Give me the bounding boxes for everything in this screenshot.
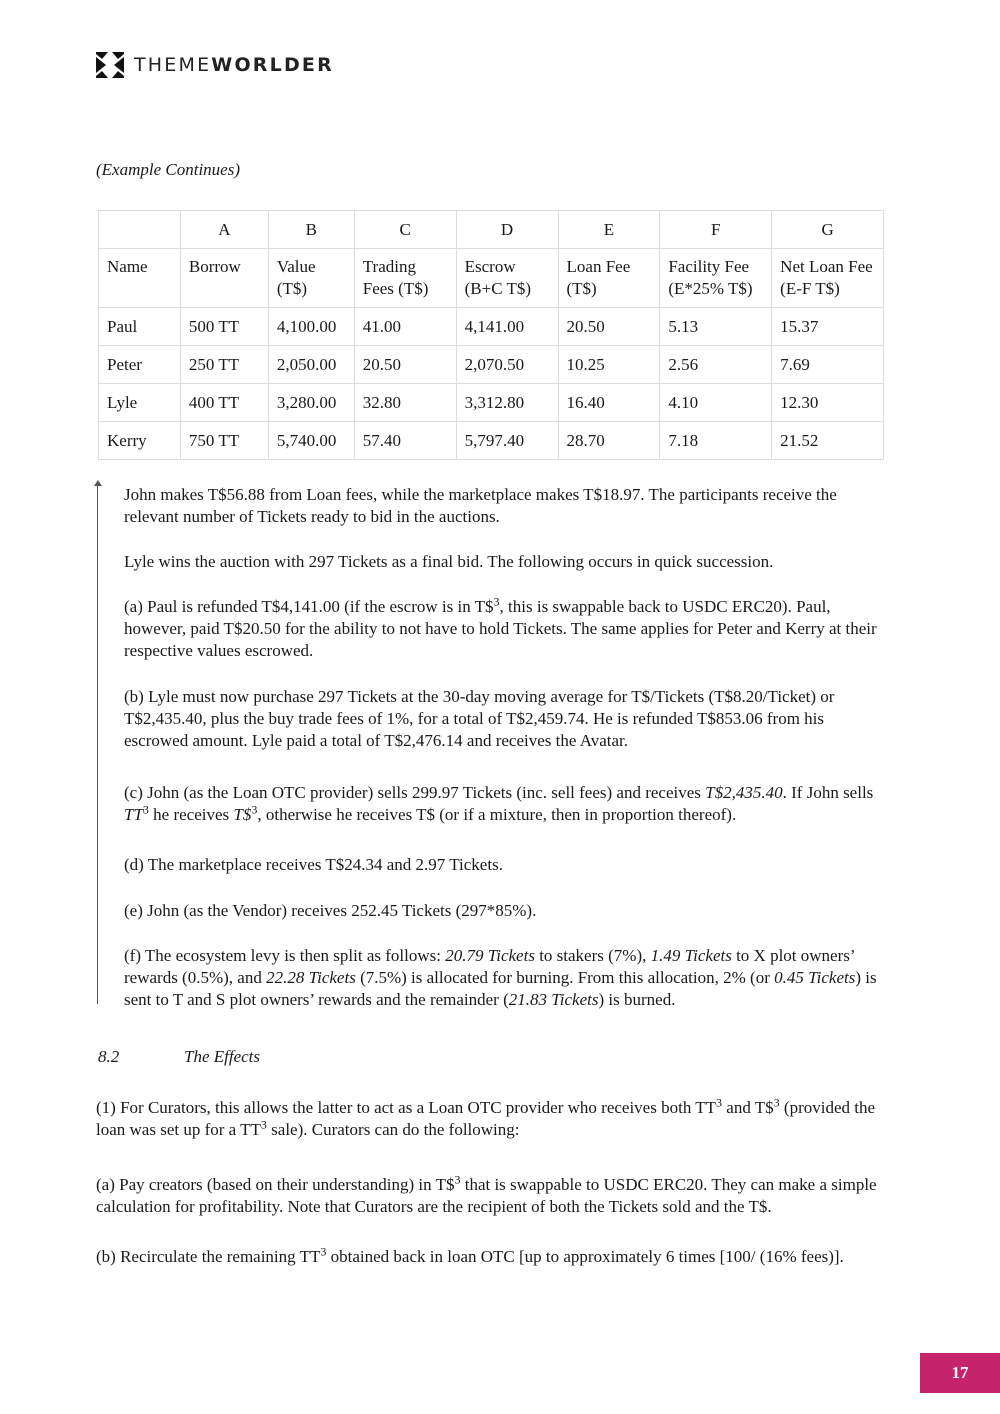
table-row	[99, 308, 884, 346]
quote-paragraph: (c) John (as the Loan OTC provider) sells 299.97 Tickets (inc. sell fees) and receives T$2,435.40. If John sells $TT^3$ he receives T\$$^3$, otherwise he receives T$ (or if a mixture, then in proportion thereof).	[124, 783, 874, 824]
table-cell: Lyle	[99, 384, 181, 422]
table-cell: 2,070.50	[456, 346, 558, 384]
table-cell: 16.40	[558, 384, 660, 422]
logo-wordmark	[134, 54, 334, 76]
page-number-badge: 17	[920, 1353, 1000, 1393]
themeworlder-logo-icon	[96, 52, 124, 78]
table-cell: Paul	[99, 308, 181, 346]
loan-fees-table	[98, 210, 884, 460]
table-cell: 10.25	[558, 346, 660, 384]
table-cell: 5,797.40	[456, 422, 558, 460]
section-title: The Effects	[184, 1047, 261, 1066]
table-header-cell: Value (T$)	[268, 249, 354, 308]
table-header-cell: Net Loan Fee (E-F T$)	[772, 249, 884, 308]
brand-logo	[96, 52, 334, 78]
quote-paragraph: John makes T$56.88 from Loan fees, while the marketplace makes T$18.97. The participants receive the relevant number of Tickets ready to bid in the auctions.	[124, 485, 837, 526]
table-row	[99, 384, 884, 422]
table-cell: 4,141.00	[456, 308, 558, 346]
table-cell: 4.10	[660, 384, 772, 422]
table-cell	[99, 211, 181, 249]
table-header-row	[99, 249, 884, 308]
table-cell: 4,100.00	[268, 308, 354, 346]
table-cell: 5,740.00	[268, 422, 354, 460]
table-header-cell: Facility Fee (E*25% T$)	[660, 249, 772, 308]
body-paragraph: (a) Pay creators (based on their understanding) in T\$$^3$ that is swappable to USDC ERC20. They can make a simple calculation for profitability. Note that Curators are the recipient of both the Tickets sold and the T$.	[96, 1172, 877, 1216]
table-header-cell: Trading Fees (T$)	[354, 249, 456, 308]
table-cell: 7.69	[772, 346, 884, 384]
table-cell: 32.80	[354, 384, 456, 422]
table-cell: 57.40	[354, 422, 456, 460]
table-cell: 500 TT	[180, 308, 268, 346]
table-cell: 21.52	[772, 422, 884, 460]
table-cell: 2.56	[660, 346, 772, 384]
quote-paragraph: (e) John (as the Vendor) receives 252.45 Tickets (297*85%).	[124, 901, 537, 920]
table-cell: 400 TT	[180, 384, 268, 422]
quote-paragraph: Lyle wins the auction with 297 Tickets as a final bid. The following occurs in quick succession.	[124, 552, 774, 571]
table-cell: Peter	[99, 346, 181, 384]
table-column-letters	[99, 211, 884, 249]
table-cell: B	[268, 211, 354, 249]
table-cell: 3,280.00	[268, 384, 354, 422]
table-cell: F	[660, 211, 772, 249]
table-cell: 20.50	[354, 346, 456, 384]
body-paragraph: (b) Recirculate the remaining $TT^3$ obtained back in loan OTC [up to approximately 6 times [100/ (16% fees)].	[96, 1244, 844, 1266]
section-number: 8.2	[98, 1047, 120, 1066]
table-cell: E	[558, 211, 660, 249]
table-header-cell: Escrow (B+C T$)	[456, 249, 558, 308]
table-row	[99, 422, 884, 460]
example-quote-block	[97, 482, 878, 1009]
table-cell: 28.70	[558, 422, 660, 460]
table-cell: G	[772, 211, 884, 249]
table-cell: 12.30	[772, 384, 884, 422]
table-cell: 15.37	[772, 308, 884, 346]
table-cell: 250 TT	[180, 346, 268, 384]
table-cell: 20.50	[558, 308, 660, 346]
table-cell: 3,312.80	[456, 384, 558, 422]
table-cell: 750 TT	[180, 422, 268, 460]
quote-paragraph: (d) The marketplace receives T$24.34 and 2.97 Tickets.	[124, 855, 503, 874]
quote-paragraph: (a) Paul is refunded T$4,141.00 (if the escrow is in T\$$^3$, this is swappable back to USDC ERC20). Paul, however, paid T$20.50 for the ability to not have to hold Tickets. The same applies for Peter and Kerry at their respective values escrowed.	[124, 594, 877, 660]
table-header-cell: Borrow	[180, 249, 268, 308]
logo-text-thin: THEME	[134, 54, 212, 76]
table-row	[99, 346, 884, 384]
table-cell: Kerry	[99, 422, 181, 460]
quote-paragraph: (b) Lyle must now purchase 297 Tickets at the 30-day moving average for T$/Tickets (T$8.20/Ticket) or T$2,435.40, plus the buy trade fees of 1%, for a total of T$2,459.74. He is refunded T$853.06 from his escrowed amount. Lyle paid a total of T$2,476.14 and receives the Avatar.	[124, 687, 835, 750]
table-cell: 41.00	[354, 308, 456, 346]
table-cell: A	[180, 211, 268, 249]
table-cell: C	[354, 211, 456, 249]
table-cell: 2,050.00	[268, 346, 354, 384]
table-header-cell: Loan Fee (T$)	[558, 249, 660, 308]
body-paragraph: (1) For Curators, this allows the latter to act as a Loan OTC provider who receives both $TT^3$ and T\$$^3$ (provided the loan was set up for a $TT^3$ sale). Curators can do the following:	[96, 1095, 876, 1139]
table-header-cell: Name	[99, 249, 181, 308]
quote-paragraph: (f) The ecosystem levy is then split as follows: 20.79 Tickets to stakers (7%), 1.49 Tickets to X plot owners’ rewards (0.5%), and 22.28 Tickets (7.5%) is allocated for burning. From this allocation, 2% (or 0.45 Tickets) is sent to T and S plot owners’ rewards and the remainder (21.83 Tickets) is burned.	[124, 946, 877, 1009]
table-cell: 5.13	[660, 308, 772, 346]
section-heading	[98, 1047, 260, 1067]
logo-text-bold: WORLDER	[211, 54, 334, 76]
example-continues-label: (Example Continues)	[96, 160, 240, 179]
table-cell: 7.18	[660, 422, 772, 460]
table-cell: D	[456, 211, 558, 249]
